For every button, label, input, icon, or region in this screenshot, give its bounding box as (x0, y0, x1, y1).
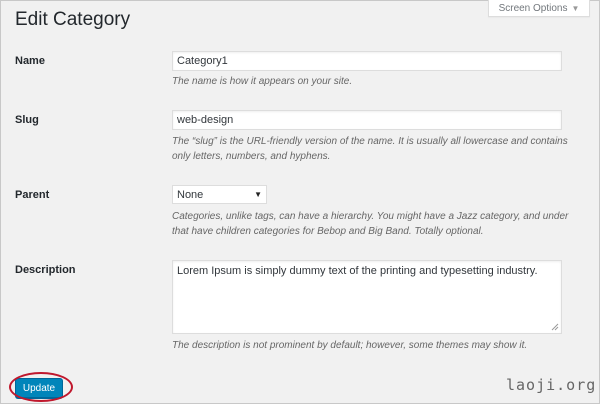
parent-select[interactable] (172, 185, 267, 204)
description-textarea[interactable] (172, 260, 562, 334)
caret-down-icon: ▼ (571, 3, 580, 13)
parent-description (172, 209, 572, 239)
parent-label: Parent (15, 189, 50, 201)
description-help: The description is not prominent by default; however, some themes may show it. (172, 340, 528, 351)
page-title: Edit Category (15, 9, 131, 30)
slug-input[interactable] (172, 110, 562, 130)
description-label: Description (15, 264, 76, 276)
screen-options-button[interactable] (488, 0, 590, 17)
name-description: The name is how it appears on your site. (172, 76, 353, 87)
update-button[interactable] (15, 378, 63, 398)
slug-description-line: The “slug” is the URL-friendly version of the name. It is usually all lowercase and contains (172, 136, 568, 147)
description-textarea-value: Lorem Ipsum is simply dummy text of the printing and typesetting industry. (177, 265, 538, 277)
resize-grip-icon[interactable] (551, 323, 559, 331)
name-input[interactable] (172, 51, 562, 71)
parent-description-line: that have children categories for Bebop and Big Band. Totally optional. (172, 226, 484, 237)
triangle-down-icon: ▼ (254, 190, 262, 199)
parent-description-line: Categories, unlike tags, can have a hierarchy. You might have a Jazz category, and under (172, 211, 569, 222)
watermark: laoji.org (506, 376, 597, 394)
name-input-value: Category1 (177, 55, 228, 67)
slug-description (172, 134, 572, 164)
parent-select-value: None (177, 188, 204, 201)
update-button-label: Update (22, 382, 56, 394)
slug-description-line: only letters, numbers, and hyphens. (172, 151, 331, 162)
screen-options-label: Screen Options (498, 2, 568, 14)
slug-input-value: web-design (177, 114, 234, 126)
slug-label: Slug (15, 114, 39, 126)
name-label: Name (15, 55, 45, 67)
